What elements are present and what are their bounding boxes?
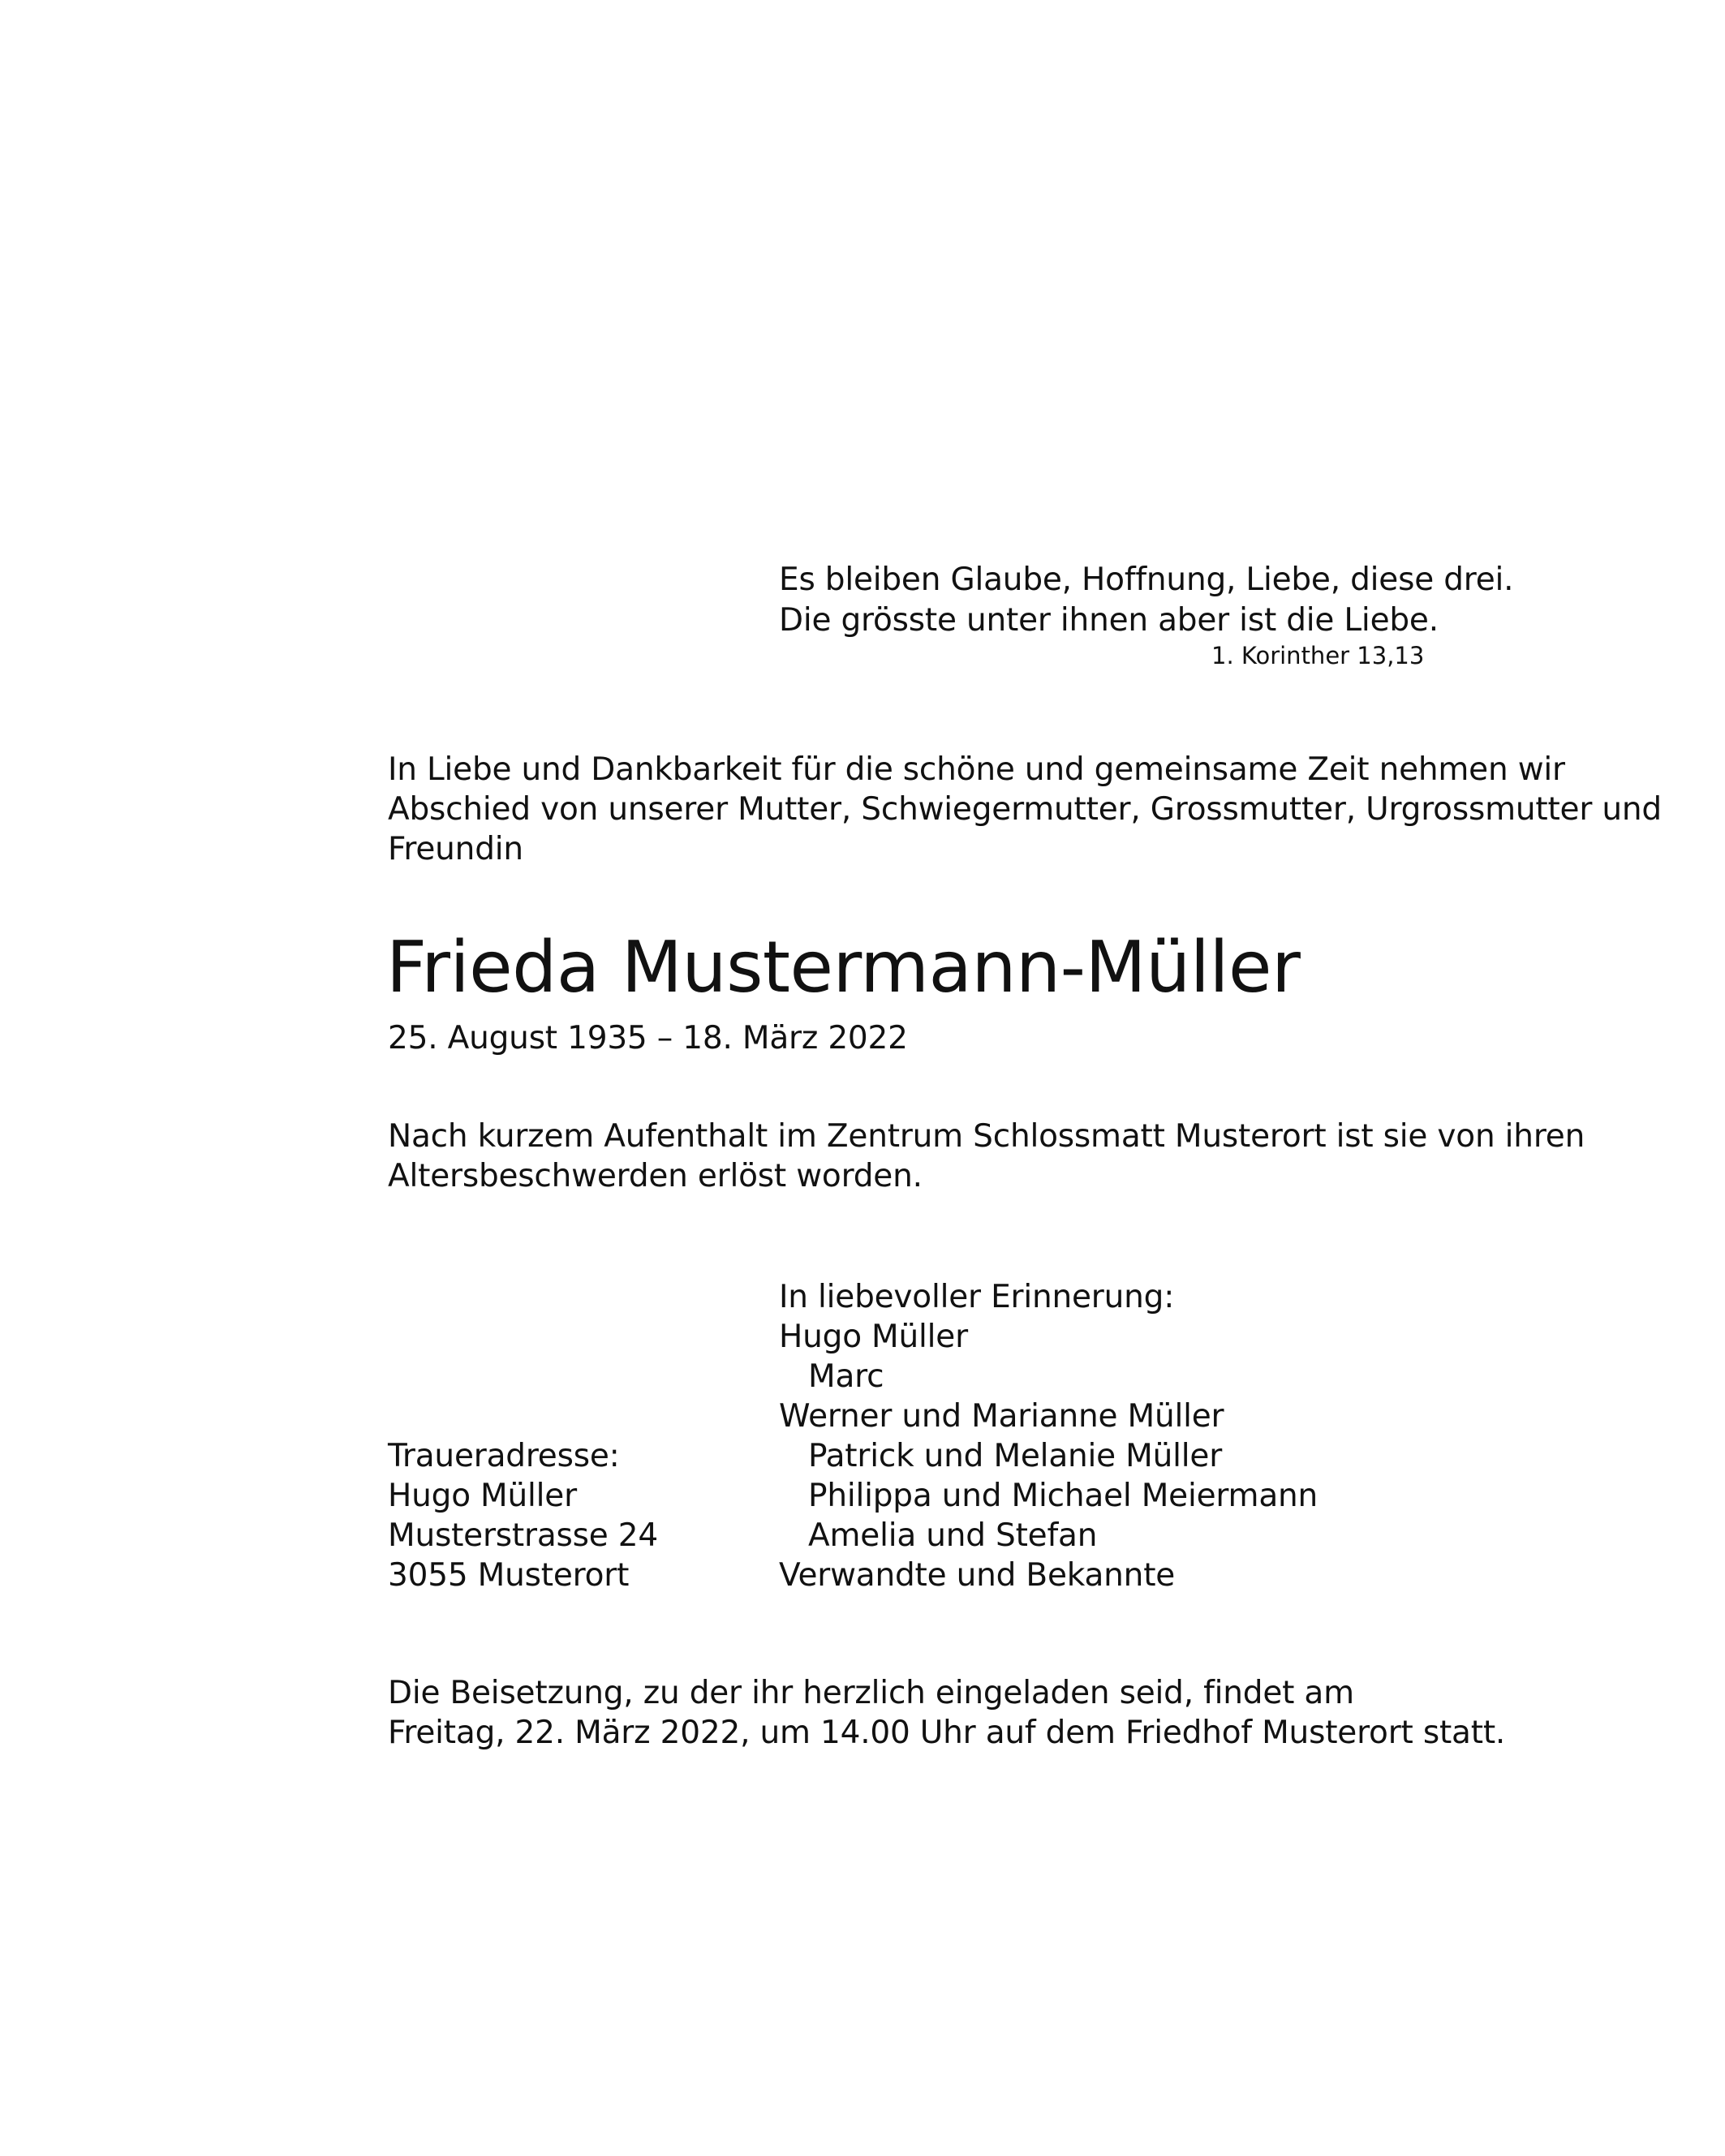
mourner-name: Werner und Marianne Müller: [779, 1398, 1224, 1435]
address-name: Hugo Müller: [388, 1478, 577, 1514]
stay-line-2: Altersbeschwerden erlöst worden.: [388, 1158, 923, 1194]
intro-line-2: Abschied von unserer Mutter, Schwiegermutter, Grossmutter, Urgrossmutter und: [388, 791, 1662, 828]
mourner-name: Marc: [808, 1358, 884, 1395]
burial-line-2: Freitag, 22. März 2022, um 14.00 Uhr auf dem Friedhof Musterort statt.: [388, 1715, 1506, 1751]
deceased-name: Frieda Mustermann-Müller: [386, 926, 1301, 1009]
mourner-name: Hugo Müller: [779, 1319, 968, 1355]
mourner-name: Amelia und Stefan: [808, 1517, 1098, 1554]
burial-line-1: Die Beisetzung, zu der ihr herzlich eingeladen seid, findet am: [388, 1675, 1354, 1711]
address-label: Traueradresse:: [388, 1438, 620, 1474]
address-city: 3055 Musterort: [388, 1557, 630, 1594]
life-dates: 25. August 1935 – 18. März 2022: [388, 1020, 908, 1056]
mourners-heading: In liebevoller Erinnerung:: [779, 1279, 1175, 1315]
intro-line-1: In Liebe und Dankbarkeit für die schöne und gemeinsame Zeit nehmen wir: [388, 751, 1565, 788]
verse-line-1: Es bleiben Glaube, Hoffnung, Liebe, diese drei.: [779, 562, 1514, 598]
mourner-name: Philippa und Michael Meiermann: [808, 1478, 1318, 1514]
intro-line-3: Freundin: [388, 831, 523, 867]
mourner-name: Verwandte und Bekannte: [779, 1557, 1176, 1594]
address-street: Musterstrasse 24: [388, 1517, 659, 1554]
verse-line-2: Die grösste unter ihnen aber ist die Liebe.: [779, 602, 1439, 639]
stay-line-1: Nach kurzem Aufenthalt im Zentrum Schlossmatt Musterort ist sie von ihren: [388, 1118, 1585, 1155]
verse-reference: 1. Korinther 13,13: [1211, 642, 1425, 669]
mourner-name: Patrick und Melanie Müller: [808, 1438, 1223, 1474]
